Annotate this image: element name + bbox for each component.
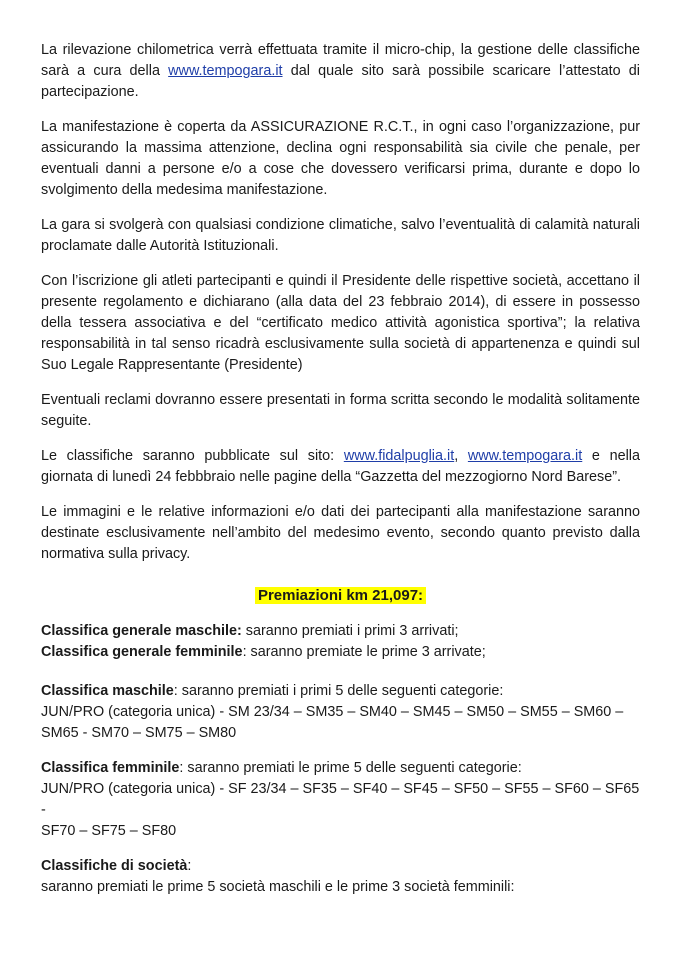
spacer (41, 663, 640, 681)
link-tempogara-2[interactable]: www.tempogara.it (467, 448, 583, 464)
label-text: : saranno premiati le prime 5 delle seguenti categorie: (179, 760, 522, 776)
premiazioni-heading-wrap (41, 585, 640, 607)
paragraph-text: e nella giornata di lunedì 24 febbbraio nelle pagine della “Gazzetta del mezzogiorno Nord Barese”. (41, 448, 640, 485)
paragraph-registration: Con l’iscrizione gli atleti partecipanti e quindi il Presidente delle rispettive società, accettano il presente regolamento e dichiarano (alla data del 23 febbraio 2014), di essere in possesso della tessera associativa e del “certificato medico attività agonistica sportiva”; la relativa responsabilità in tal senso ricadrà esclusivamente sulla società di appartenenza e quindi sul Suo Legale Rappresentante (Presidente) (41, 273, 640, 373)
paragraph-text: La rilevazione chilometrica verrà effettuata tramite il micro-chip, la gestione delle classifiche sarà a cura della (41, 42, 640, 79)
paragraph-weather: La gara si svolgerà con qualsiasi condizione climatiche, salvo l’eventualità di calamità naturali proclamate dalle Autorità Istituzionali. (41, 217, 640, 254)
label-text: : (187, 858, 192, 874)
societa-heading (41, 856, 640, 877)
societa-text: saranno premiati le prime 5 società maschili e le prime 3 società femminili: (41, 879, 515, 895)
paragraph-timing (41, 40, 640, 103)
femminile-categories-1: JUN/PRO (categoria unica) - SF 23/34 – SF35 – SF40 – SF45 – SF50 – SF55 – SF60 – SF65 - (41, 781, 640, 818)
label-bold: Classifica generale femminile (41, 644, 243, 660)
label-bold: Classifica maschile (41, 683, 174, 699)
label-bold: Classifica femminile (41, 760, 180, 776)
maschile-heading (41, 681, 640, 702)
label-text: saranno premiati i primi 3 arrivati; (241, 623, 459, 639)
femminile-categories-2: SF70 – SF75 – SF80 (41, 823, 177, 839)
paragraph-insurance: La manifestazione è coperta da ASSICURAZIONE R.C.T., in ogni caso l’organizzazione, pur assicurando la massima attenzione, declina ogni responsabilità sia civile che penale, per eventuali danni a persone e/o a cose che dovessero verificarsi prima, durante e dopo lo svolgimento della medesima manifestazione. (41, 119, 640, 198)
paragraph-results (41, 446, 640, 488)
generale-femminile (41, 642, 640, 663)
label-bold: Classifiche di società (41, 858, 188, 874)
premiazioni-heading: Premiazioni km 21,097: (255, 587, 426, 604)
separator: , (454, 448, 468, 464)
label-text: : saranno premiate le prime 3 arrivate; (242, 644, 486, 660)
maschile-categories-1: JUN/PRO (categoria unica) - SM 23/34 – SM35 – SM40 – SM45 – SM50 – SM55 – SM60 – (41, 704, 624, 720)
paragraph-text: dal quale sito sarà possibile scaricare l’attestato di partecipazione. (41, 63, 640, 100)
paragraph-text: Le classifiche saranno pubblicate sul sito: (41, 448, 344, 464)
generale-maschile (41, 621, 640, 642)
label-bold: Classifica generale maschile: (41, 623, 242, 639)
societa-block (41, 856, 640, 898)
link-fidalpuglia[interactable]: www.fidalpuglia.it (343, 448, 455, 464)
label-text: : saranno premiati i primi 5 delle seguenti categorie: (173, 683, 504, 699)
maschile-block (41, 681, 640, 744)
link-tempogara[interactable]: www.tempogara.it (168, 63, 283, 79)
femminile-heading (41, 758, 640, 779)
paragraph-complaints: Eventuali reclami dovranno essere presentati in forma scritta secondo le modalità solitamente seguite. (41, 392, 640, 429)
femminile-block (41, 758, 640, 842)
maschile-categories-2: SM65 - SM70 – SM75 – SM80 (41, 725, 237, 741)
paragraph-privacy: Le immagini e le relative informazioni e/o dati dei partecipanti alla manifestazione saranno destinate esclusivamente nell’ambito del medesimo evento, secondo quanto previsto dalla normativa sulla privacy. (41, 504, 640, 562)
generale-block (41, 621, 640, 663)
